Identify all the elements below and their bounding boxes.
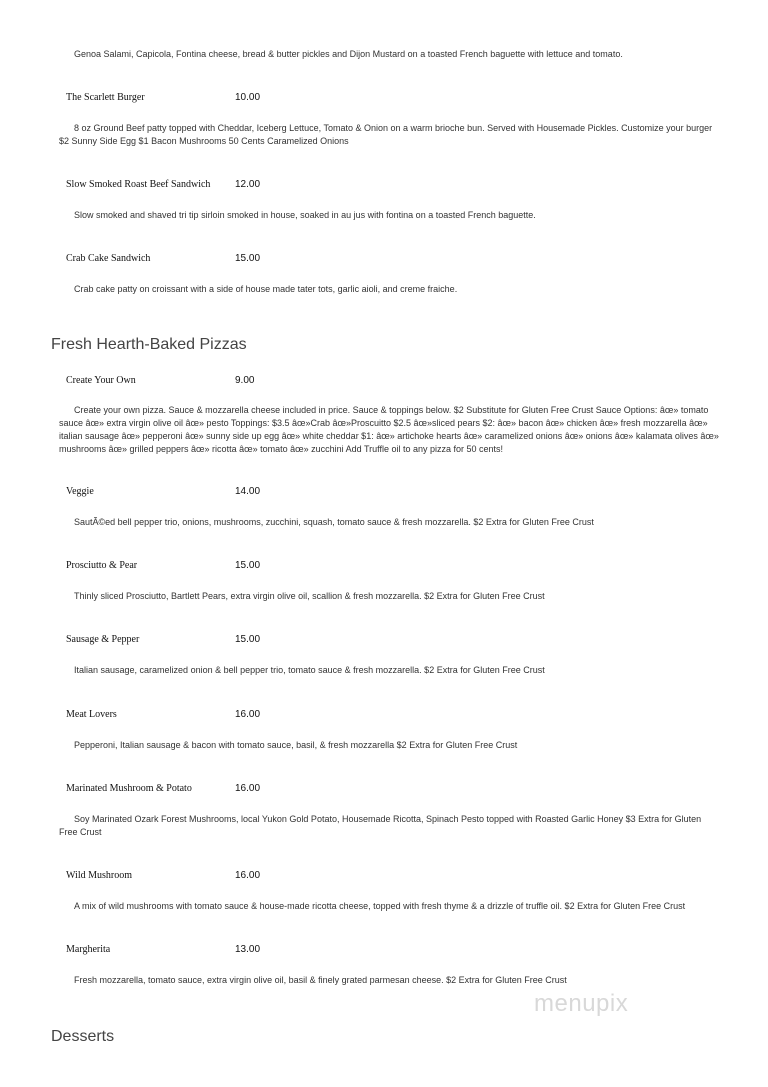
menu-item-price: 12.00	[235, 179, 261, 190]
menupix-watermark-logo: menupix	[534, 990, 629, 1017]
menu-item-description: Thinly sliced Prosciutto, Bartlett Pears, extra virgin olive oil, scallion & fresh mozzarella. $2 Extra for Gluten Free Crust	[74, 591, 545, 601]
menu-item-description: Italian sausage, caramelized onion & bell pepper trio, tomato sauce & fresh mozzarella. $2 Extra for Gluten Free Crust	[74, 665, 545, 675]
menu-item-price: 9.00	[235, 375, 255, 386]
menu-item-name: Marinated Mushroom & Potato	[66, 783, 192, 794]
menu-item-name: Veggie	[66, 486, 94, 497]
menu-item-price: 13.00	[235, 944, 261, 955]
menu-item-name: Prosciutto & Pear	[66, 560, 138, 571]
menu-item-description: Genoa Salami, Capicola, Fontina cheese, bread & butter pickles and Dijon Mustard on a toasted French baguette with lettuce and tomato.	[74, 49, 623, 59]
menu-item-description: Fresh mozzarella, tomato sauce, extra virgin olive oil, basil & finely grated parmesan cheese. $2 Extra for Gluten Free Crust	[74, 975, 567, 985]
menu-item-price: 16.00	[235, 783, 261, 794]
menu-item-description: Slow smoked and shaved tri tip sirloin smoked in house, soaked in au jus with fontina on a toasted French baguette.	[74, 210, 536, 220]
menu-item-price: 16.00	[235, 709, 261, 720]
menu-item-name: Slow Smoked Roast Beef Sandwich	[66, 179, 211, 190]
menu-item-price: 10.00	[235, 92, 261, 103]
menu-item-name: Sausage & Pepper	[66, 634, 140, 645]
menu-item-description: Create your own pizza. Sauce & mozzarella cheese included in price. Sauce & toppings below. $2 Substitute for Gluten Free Crust Sauce Options: âœ» tomato sauce âœ» extra virgin olive oil âœ» pesto Toppings: $3.5 âœ»Crab âœ»Proscuitto $2.5 âœ»sliced pears $2: âœ» bacon âœ» chicken âœ» fresh mozzarella âœ» italian sausage âœ» pepperoni âœ» sunny side up egg âœ» white cheddar $1: âœ» artichoke hearts âœ» caramelized onions âœ» onions âœ» kalamata olives âœ» mushrooms âœ» grilled peppers âœ» ricotta âœ» tomato âœ» zucchini Add Truffle oil to any pizza for 50 cents!	[59, 405, 719, 454]
section-title-desserts: Desserts	[51, 1028, 115, 1045]
menu-item-price: 14.00	[235, 486, 261, 497]
menu-item-price: 15.00	[235, 560, 261, 571]
menu-item-description: 8 oz Ground Beef patty topped with Cheddar, Iceberg Lettuce, Tomato & Onion on a warm brioche bun. Served with Housemade Pickles. Customize your burger $2 Sunny Side Egg $1 Bacon Mushrooms 50 Cents Caramelized Onions	[59, 123, 713, 146]
menu-item-price: 15.00	[235, 634, 261, 645]
section-title-pizzas: Fresh Hearth-Baked Pizzas	[51, 336, 247, 353]
menu-item-description: SautÃ©ed bell pepper trio, onions, mushrooms, zucchini, squash, tomato sauce & fresh mozzarella. $2 Extra for Gluten Free Crust	[74, 517, 594, 527]
menu-item-name: Create Your Own	[66, 375, 136, 386]
menu-item-name: Meat Lovers	[66, 709, 117, 720]
menu-item-name: The Scarlett Burger	[66, 92, 145, 103]
menu-item-description: A mix of wild mushrooms with tomato sauce & house-made ricotta cheese, topped with fresh thyme & a drizzle of truffle oil. $2 Extra for Gluten Free Crust	[74, 901, 686, 911]
menu-item-name: Wild Mushroom	[66, 870, 132, 881]
menu-item-price: 15.00	[235, 253, 261, 264]
menu-item-name: Crab Cake Sandwich	[66, 253, 151, 264]
menu-item-price: 16.00	[235, 870, 261, 881]
menu-item-description: Crab cake patty on croissant with a side of house made tater tots, garlic aioli, and creme fraiche.	[74, 284, 458, 294]
menu-item-name: Margherita	[66, 944, 111, 955]
menu-item-description: Pepperoni, Italian sausage & bacon with tomato sauce, basil, & fresh mozzarella $2 Extra for Gluten Free Crust	[74, 740, 518, 750]
menu-item-description: Soy Marinated Ozark Forest Mushrooms, local Yukon Gold Potato, Housemade Ricotta, Spinach Pesto topped with Roasted Garlic Honey $3 Extra for Gluten Free Crust	[59, 814, 702, 837]
